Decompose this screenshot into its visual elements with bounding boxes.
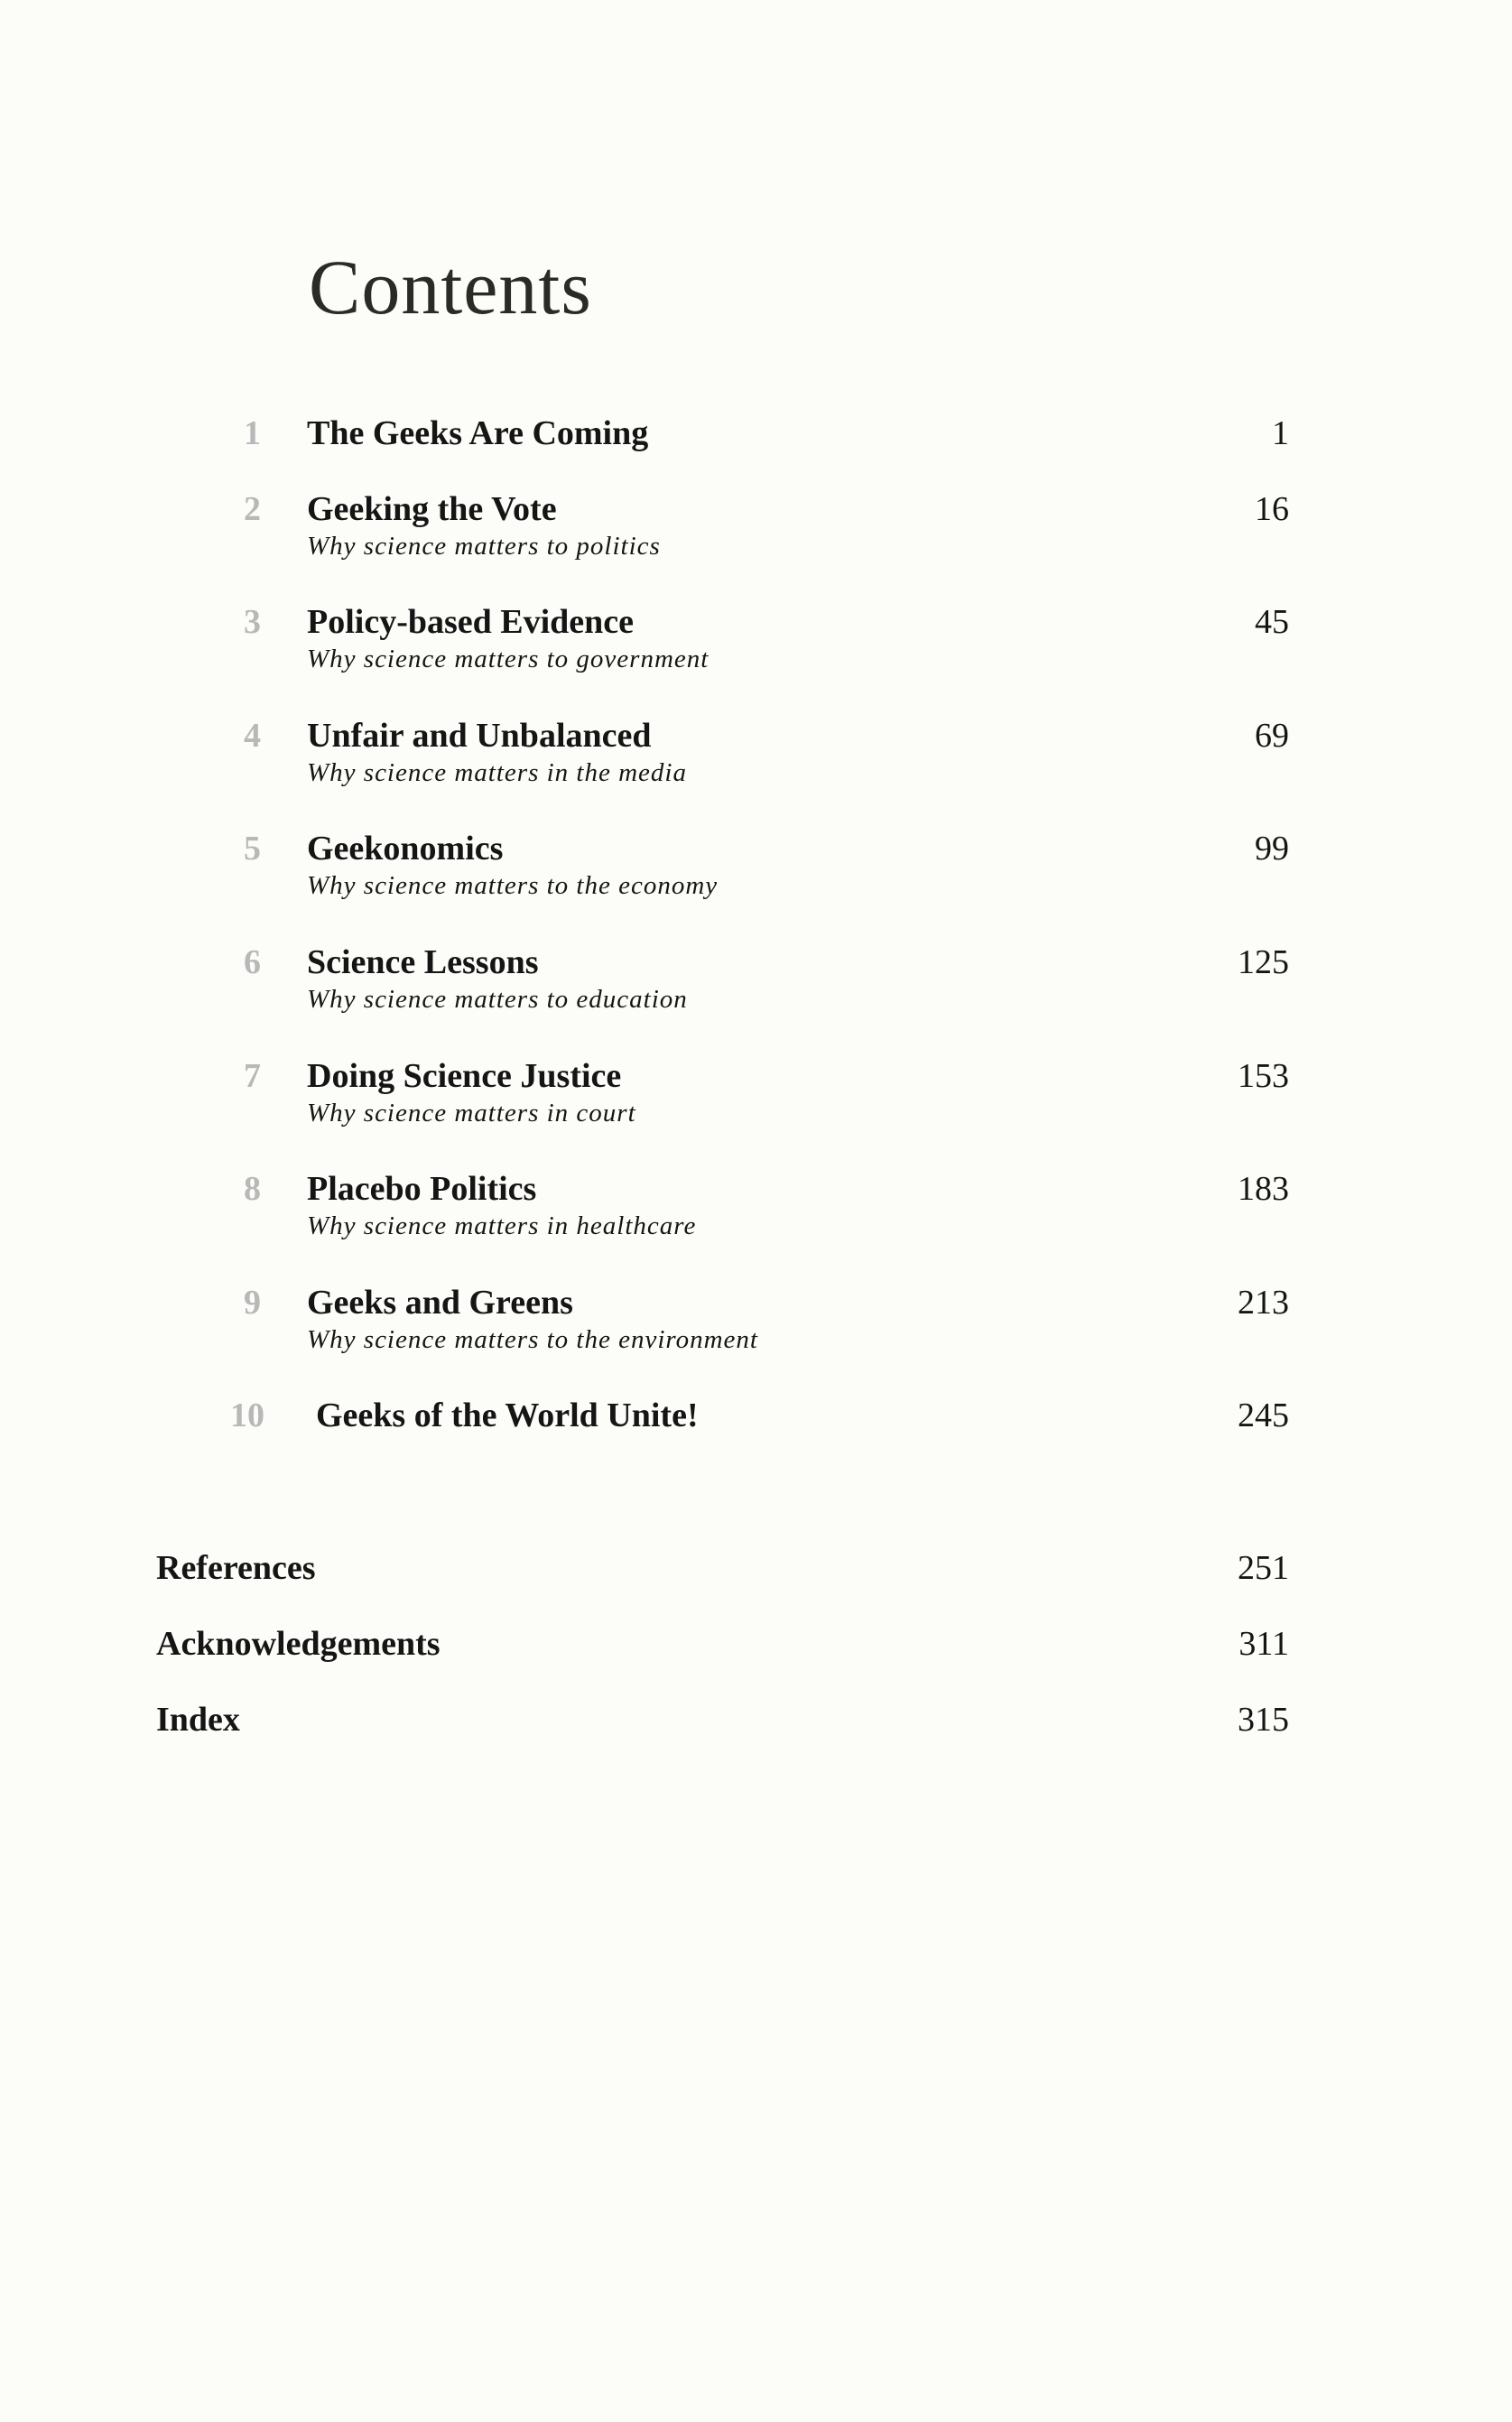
chapter-number: 4 xyxy=(244,717,261,755)
page-number: 311 xyxy=(1238,1625,1289,1663)
chapter-number: 7 xyxy=(244,1057,261,1095)
chapter-title: Unfair and Unbalanced xyxy=(307,717,652,755)
page-number: 245 xyxy=(1238,1397,1289,1434)
page-number: 251 xyxy=(1238,1549,1289,1587)
chapter-number: 1 xyxy=(244,414,261,452)
page-number: 183 xyxy=(1238,1170,1289,1208)
toc-entry[interactable] xyxy=(0,1169,1512,1241)
chapter-number: 5 xyxy=(244,830,261,868)
chapter-subtitle: Why science matters to the environment xyxy=(307,1325,758,1354)
page-number: 213 xyxy=(1238,1284,1289,1322)
acknowledgements-link[interactable]: Acknowledgements xyxy=(156,1625,441,1663)
toc-entry[interactable] xyxy=(0,1056,1512,1128)
references-link[interactable]: References xyxy=(156,1549,316,1587)
chapter-subtitle: Why science matters in the media xyxy=(307,758,687,787)
page-number: 153 xyxy=(1238,1057,1289,1095)
page-number: 16 xyxy=(1255,490,1289,528)
index-link[interactable]: Index xyxy=(156,1701,240,1739)
chapter-title: Placebo Politics xyxy=(307,1170,537,1208)
toc-entry[interactable] xyxy=(0,942,1512,1015)
chapter-subtitle: Why science matters to government xyxy=(307,645,710,673)
toc-entry[interactable] xyxy=(0,1396,1512,1468)
toc-entry[interactable] xyxy=(0,716,1512,788)
chapter-subtitle: Why science matters to politics xyxy=(307,532,661,561)
page-number: 69 xyxy=(1255,717,1289,755)
page-title: Contents xyxy=(309,244,592,330)
chapter-number: 8 xyxy=(244,1170,261,1208)
chapter-subtitle: Why science matters in court xyxy=(307,1099,636,1127)
chapter-title: The Geeks Are Coming xyxy=(307,414,649,452)
chapter-subtitle: Why science matters in healthcare xyxy=(307,1211,697,1240)
toc-entry[interactable] xyxy=(0,489,1512,561)
toc-entry[interactable] xyxy=(0,413,1512,486)
chapter-title: Doing Science Justice xyxy=(307,1057,622,1095)
chapter-number: 6 xyxy=(244,943,261,981)
chapter-subtitle: Why science matters to education xyxy=(307,985,688,1014)
chapter-title: Science Lessons xyxy=(307,943,539,981)
chapter-number: 2 xyxy=(244,490,261,528)
chapter-number: 9 xyxy=(244,1284,261,1322)
chapter-title: Geeking the Vote xyxy=(307,490,557,528)
toc-entry[interactable] xyxy=(0,1283,1512,1355)
chapter-title: Geeks of the World Unite! xyxy=(316,1397,699,1434)
chapter-number: 10 xyxy=(230,1397,264,1434)
page-number: 45 xyxy=(1255,603,1289,641)
page-number: 99 xyxy=(1255,830,1289,868)
toc-entry[interactable] xyxy=(0,829,1512,901)
chapter-title: Policy-based Evidence xyxy=(307,603,635,641)
chapter-subtitle: Why science matters to the economy xyxy=(307,871,719,900)
chapter-title: Geekonomics xyxy=(307,830,504,868)
chapter-number: 3 xyxy=(244,603,261,641)
page-number: 125 xyxy=(1238,943,1289,981)
chapter-title: Geeks and Greens xyxy=(307,1284,573,1322)
page-number: 1 xyxy=(1272,414,1289,452)
page-number: 315 xyxy=(1238,1701,1289,1739)
toc-entry[interactable] xyxy=(0,602,1512,674)
